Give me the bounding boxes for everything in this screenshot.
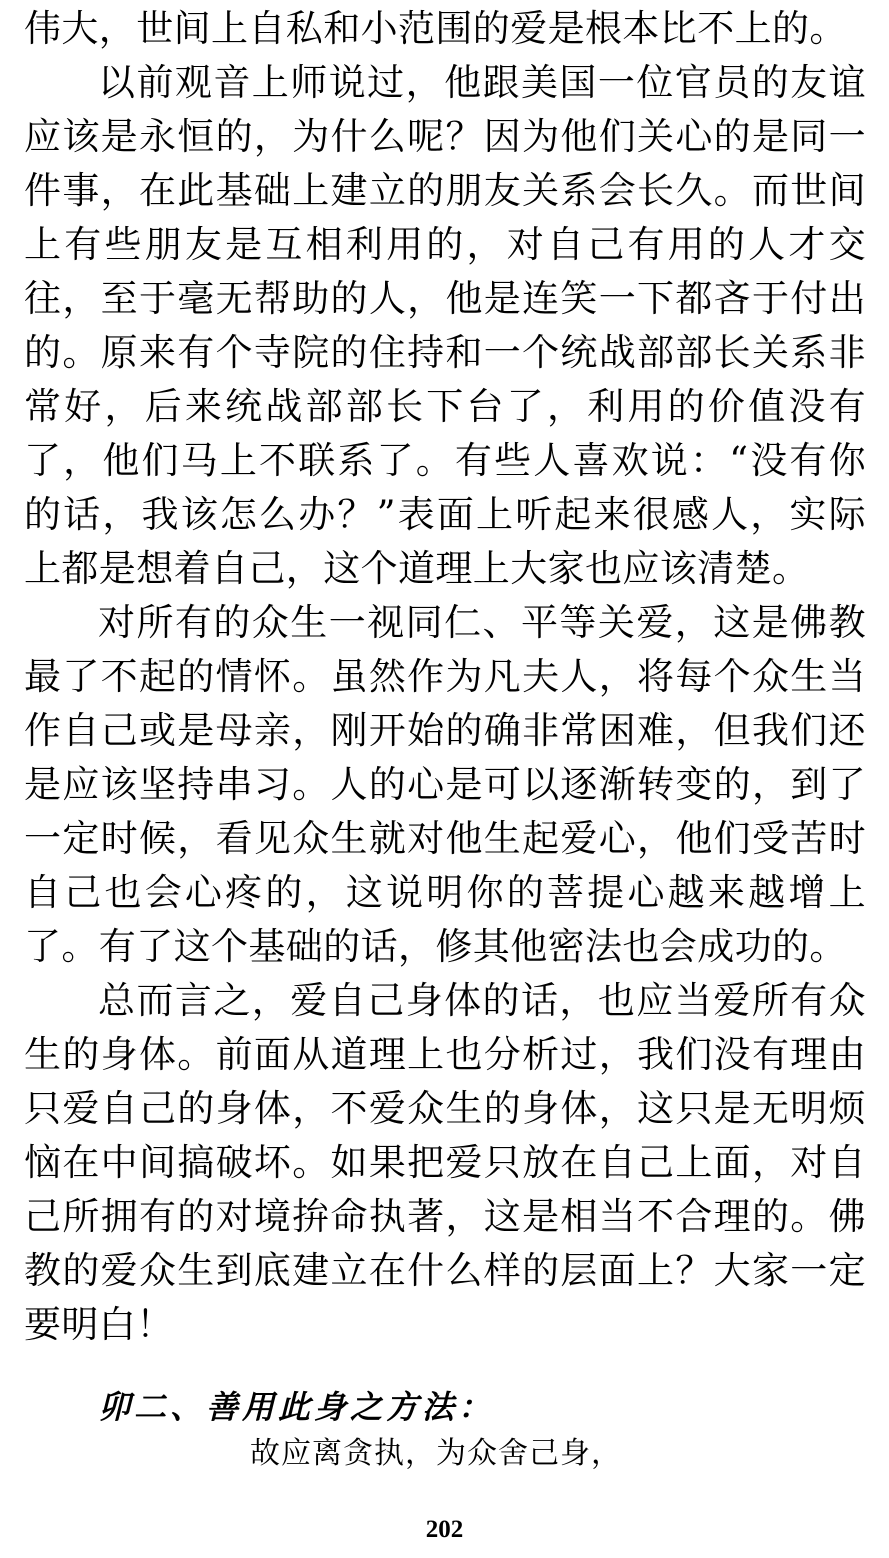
verse-line: 故应离贪执，为众舍己身， xyxy=(250,1436,622,1471)
paragraph-3: 对所有的众生一视同仁、平等关爱，这是佛教最了不起的情怀。虽然作为凡夫人，将每个众生当作自己或是母亲，刚开始的确非常困难，但我们还是应该坚持串习。人的心是可以逐渐转变的，到了一定时候，看见众生就对他生起爱心，他们受苦时自己也会心疼的，这说明你的菩提心越来越增上了。有了这个基础的话，修其他密法也会成功的。 xyxy=(24,601,866,968)
paragraph-1: 伟大，世间上自私和小范围的爱是根本比不上的。 xyxy=(24,7,847,50)
paragraph-2: 以前观音上师说过，他跟美国一位官员的友谊应该是永恒的，为什么呢？因为他们关心的是同一件事，在此基础上建立的朋友关系会长久。而世间上有些朋友是互相利用的，对自己有用的人才交往，至于毫无帮助的人，他是连笑一下都吝于付出的。原来有个寺院的住持和一个统战部部长关系非常好，后来统战部部长下台了，利用的价值没有了，他们马上不联系了。有些人喜欢说：“没有你的话，我该怎么办？”表面上听起来很感人，实际上都是想着自己，这个道理上大家也应该清楚。 xyxy=(24,61,866,590)
body-text xyxy=(24,2,866,1352)
section-heading: 卯二、善用此身之方法： xyxy=(98,1388,495,1426)
page-number: 202 xyxy=(425,1516,464,1543)
paragraph-4: 总而言之，爱自己身体的话，也应当爱所有众生的身体。前面从道理上也分析过，我们没有理由只爱自己的身体，不爱众生的身体，这只是无明烦恼在中间搞破坏。如果把爱只放在自己上面，对自己所拥有的对境拚命执著，这是相当不合理的。佛教的爱众生到底建立在什么样的层面上？大家一定要明白！ xyxy=(24,979,866,1346)
